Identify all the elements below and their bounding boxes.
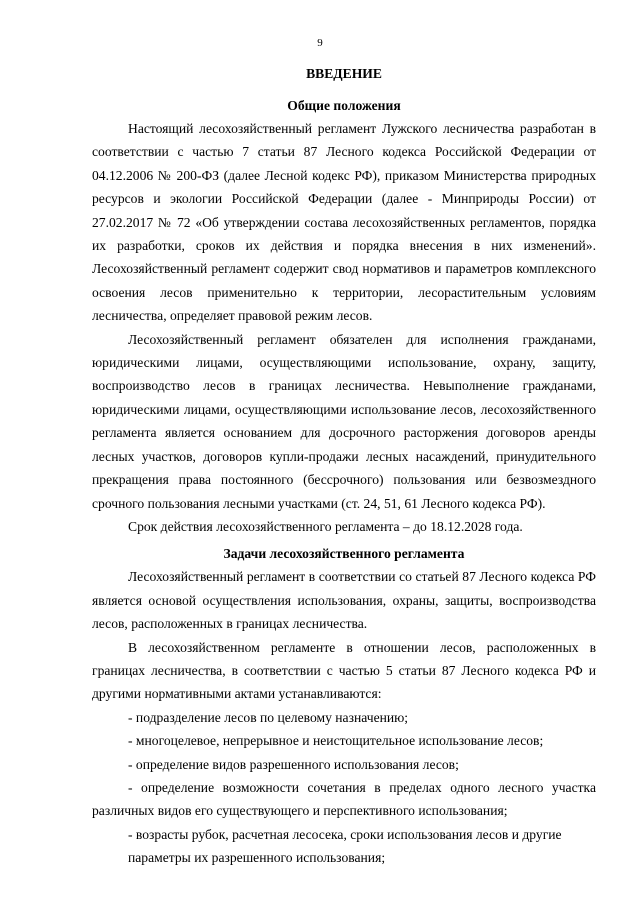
list-item: - определение возможности сочетания в пределах одного лесного участка различных видов его существующего и перспективного использования; bbox=[92, 779, 596, 819]
list-item-continuation: параметры их разрешенного использования; bbox=[128, 850, 386, 866]
paragraph: Лесохозяйственный регламент обязателен для исполнения гражданами, юридическими лицами, осуществляющими использование, охрану, защиту, воспроизводство лесов в границах лесничества. Невыполнение гражданами, юридическими лицами, осуществляющими использование лесов, лесохозяйственного регламента является основанием для досрочного расторжения договоров аренды лесных участков, договоров купли-продажи лесных насаждений, принудительного прекращения права постоянного (бессрочного) пользования или безвозмездного срочного пользования лесными участками (ст. 24, 51, 61 Лесного кодекса РФ). bbox=[92, 331, 596, 511]
list-item: - многоцелевое, непрерывное и неистощительное использование лесов; bbox=[128, 733, 544, 749]
section-title-general: Общие положения bbox=[287, 98, 401, 113]
main-heading: ВВЕДЕНИЕ bbox=[306, 66, 382, 81]
paragraph: Настоящий лесохозяйственный регламент Лужского лесничества разработан в соответствии с частью 7 статьи 87 Лесного кодекса Российской Федерации от 04.12.2006 № 200-ФЗ (далее Лесной кодекс РФ), приказом Министерства природных ресурсов и экологии Российской Федерации (далее - Минприроды России) от 27.02.2017 № 72 «Об утверждении состава лесохозяйственных регламентов, порядка их разработки, сроков их действия и порядка внесения в них изменений». Лесохозяйственный регламент содержит свод нормативов и параметров комплексного освоения лесов применительно к территории, лесорастительным условиям лесничества, определяет правовой режим лесов. bbox=[92, 121, 596, 324]
paragraph: Срок действия лесохозяйственного регламента – до 18.12.2028 года. bbox=[128, 518, 523, 534]
paragraph: Лесохозяйственный регламент в соответствии со статьей 87 Лесного кодекса РФ является основой осуществления использования, охраны, защиты, воспроизводства лесов, расположенных в границах лесничества. bbox=[92, 569, 596, 632]
list-item: - возрасты рубок, расчетная лесосека, сроки использования лесов и другие bbox=[128, 826, 562, 842]
paragraph: В лесохозяйственном регламенте в отношении лесов, расположенных в границах лесничества, в соответствии с частью 5 статьи 87 Лесного кодекса РФ и другими нормативными актами устанавливаются: bbox=[92, 639, 596, 702]
section-title-tasks: Задачи лесохозяйственного регламента bbox=[223, 546, 465, 562]
list-item: - подразделение лесов по целевому назначению; bbox=[128, 709, 409, 725]
page-number: 9 bbox=[317, 37, 323, 49]
document-body bbox=[92, 62, 596, 870]
list-item: - определение видов разрешенного использования лесов; bbox=[128, 756, 459, 772]
